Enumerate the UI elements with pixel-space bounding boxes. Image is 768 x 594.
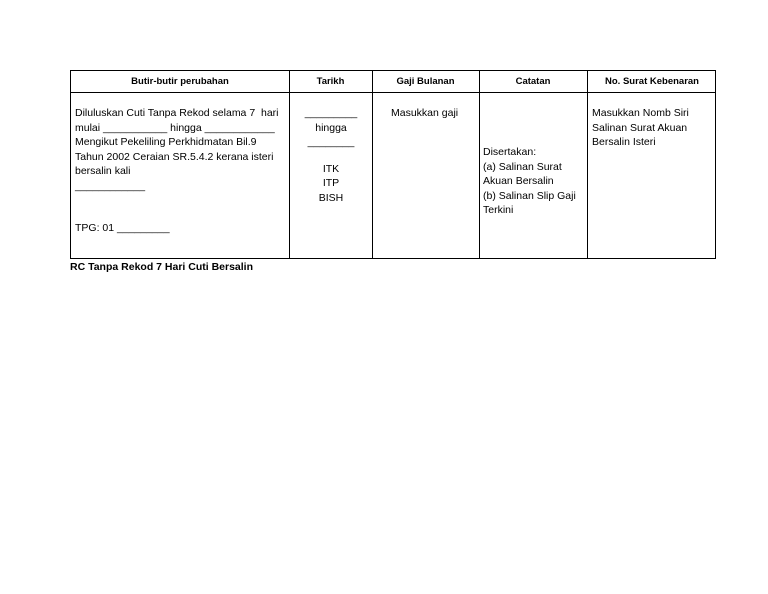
column-divider [479, 71, 480, 258]
column-divider [289, 71, 290, 258]
surat-cell [592, 106, 712, 150]
tarikh-line: _________ [304, 107, 358, 119]
butir-line: bersalin kali [75, 165, 131, 177]
butir-cell [75, 106, 287, 236]
butir-line: Mengikut Pekeliling Perkhidmatan Bil.9 [75, 136, 257, 148]
tarikh-code: BISH [318, 191, 344, 204]
header-divider [71, 92, 715, 93]
header-gaji: Gaji Bulanan [396, 76, 455, 87]
butir-line: Tahun 2002 Ceraian SR.5.4.2 kerana isteri [75, 150, 274, 163]
header-tarikh: Tarikh [316, 76, 345, 87]
catatan-cell [483, 145, 587, 218]
header-catatan: Catatan [515, 76, 551, 87]
surat-line: Bersalin Isteri [592, 136, 656, 148]
table-caption: RC Tanpa Rekod 7 Hari Cuti Bersalin [70, 261, 254, 273]
butir-line: Diluluskan Cuti Tanpa Rekod selama 7 hari [75, 107, 279, 119]
catatan-line: Terkini [483, 204, 514, 216]
column-divider [587, 71, 588, 258]
surat-line: Masukkan Nomb Siri [592, 107, 689, 119]
change-record-table [70, 70, 716, 259]
tpg-line: TPG: 01 _________ [75, 222, 170, 234]
catatan-line: (b) Salinan Slip Gaji [483, 189, 576, 202]
header-surat: No. Surat Kebenaran [605, 76, 699, 87]
butir-line: ____________ [75, 179, 146, 192]
tarikh-cell [291, 106, 371, 205]
tarikh-code: ITP [322, 177, 340, 189]
catatan-line: Akuan Bersalin [483, 175, 554, 187]
surat-line: Salinan Surat Akuan [592, 121, 688, 134]
tarikh-line: hingga [315, 121, 347, 134]
column-divider [372, 71, 373, 258]
tarikh-code: ITK [322, 162, 340, 175]
catatan-line: (a) Salinan Surat [483, 160, 562, 173]
tarikh-line: ________ [307, 136, 355, 148]
gaji-cell: Masukkan gaji [391, 107, 459, 119]
butir-line: mulai ___________ hingga ____________ [75, 121, 275, 134]
catatan-line: Disertakan: [483, 146, 537, 158]
header-butir: Butir-butir perubahan [131, 76, 229, 87]
